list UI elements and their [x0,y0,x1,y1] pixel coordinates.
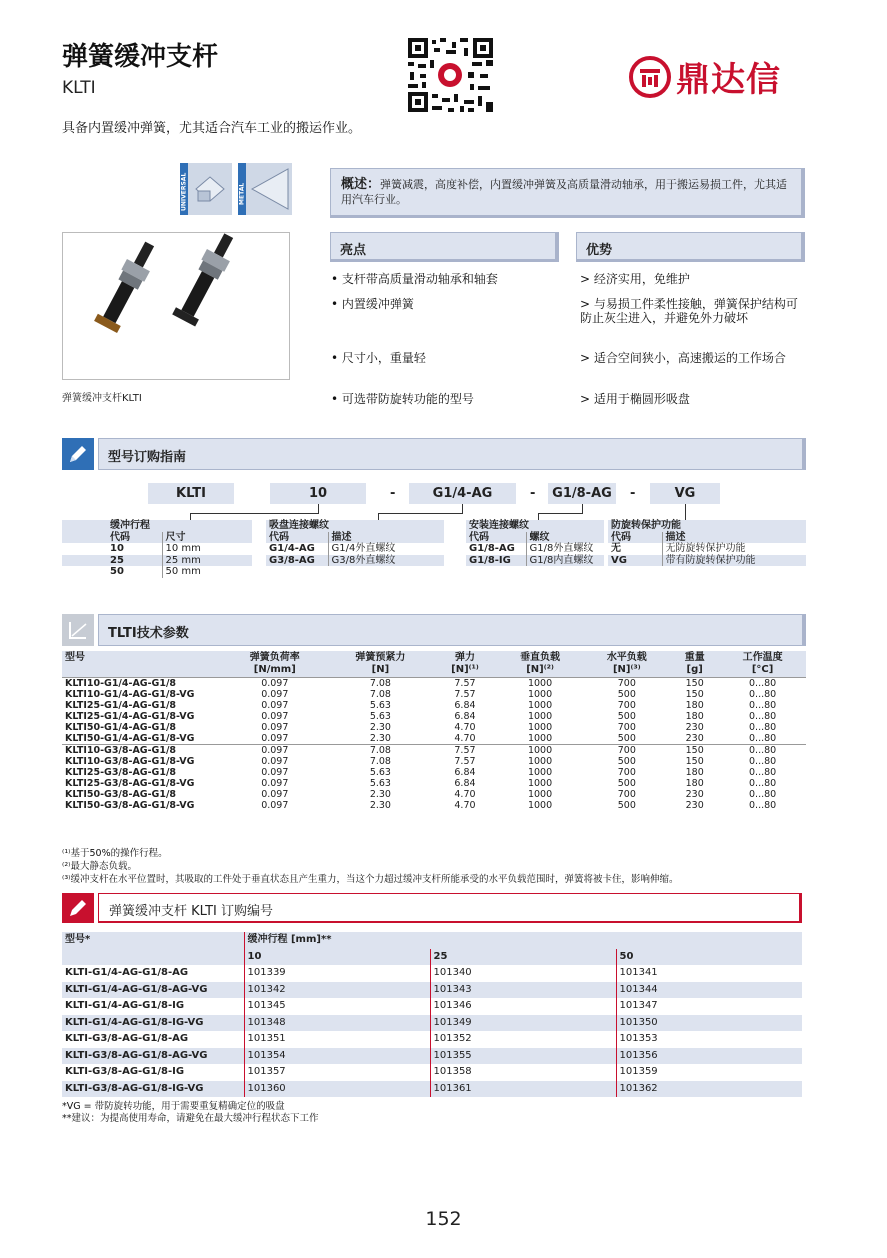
table-cell: 0.097 [261,722,289,733]
table-cell: 150 [670,678,719,690]
footnote: ⁽¹⁾基于50%的操作行程。 [62,848,168,859]
table-row [62,1064,802,1081]
table-cell: 101358 [430,1064,616,1081]
table-cell: 6.84 [454,778,476,789]
table-cell: KLTI25-G1/4-AG-G1/8-VG [65,711,195,722]
table-cell: 1000 [497,745,584,757]
product-photo [62,232,290,380]
table-cell: 101344 [616,982,802,999]
table-cell: 700 [583,745,670,757]
stroke-size: 50 mm [162,566,252,578]
table-cell: 101342 [244,982,430,999]
col-header: 工作温度 [°C] [719,651,806,678]
table-cell: 6.84 [454,700,476,711]
highlight-item: • 支杆带高质量滑动轴承和轴套 [331,272,498,286]
table-cell: 7.57 [454,756,476,767]
col-header: 弹簧预紧力 [N] [328,651,434,678]
page-number: 152 [425,1208,462,1230]
table-cell: 101350 [616,1015,802,1032]
table-cell: 101356 [616,1048,802,1065]
table-cell: 101357 [244,1064,430,1081]
cup-thread-table [266,520,444,566]
table-cell: 2.30 [369,722,391,733]
table-cell: 101355 [430,1048,616,1065]
table-cell: 180 [685,700,704,711]
table-cell: 101346 [430,998,616,1015]
table-row [62,1015,802,1032]
table-cell: KLTI-G3/8-AG-G1/8-AG [65,1033,189,1044]
table-cell: 1000 [527,733,553,744]
antirot-code: 无 [611,543,621,554]
col-header: 垂直负载 [N]⁽²⁾ [497,651,584,678]
table-cell: 5.63 [369,767,391,778]
table-row [62,965,802,982]
brand-mark-icon [628,55,672,99]
table-cell: 500 [617,733,636,744]
stroke-size: 25 mm [162,555,252,567]
table-cell: 180 [685,711,704,722]
table-cell: 101361 [430,1081,616,1098]
table-cell: 230 [685,789,704,800]
metal-label: METAL [238,182,246,205]
table-row [62,733,806,745]
antirot-h2: 描述 [662,532,806,544]
table-cell: 7.57 [433,678,496,690]
table-cell: 101362 [616,1081,802,1098]
spec-icon [62,614,94,646]
table-cell: 0.097 [261,733,289,744]
table-cell: 150 [685,756,704,767]
stroke-code: 25 [62,555,162,567]
brand-logo [628,52,781,101]
table-cell: 101359 [616,1064,802,1081]
table-cell: 7.08 [369,689,391,700]
table-cell: 230 [685,722,704,733]
cup-desc: G1/4外直螺纹 [328,543,444,555]
table-row [62,1048,802,1065]
table-cell: KLTI50-G3/8-AG-G1/8-VG [65,800,195,811]
table-row [62,789,806,800]
table-cell: 4.70 [454,789,476,800]
table-cell: 7.08 [369,756,391,767]
code-segment-antirot: VG [650,483,720,504]
concept-box [330,168,805,218]
advantage-item: > 适用于椭圆形吸盘 [580,392,690,406]
stroke-col: 10 [244,949,430,966]
table-row [62,756,806,767]
code-separator: - [630,486,636,501]
order-number-section [62,893,802,923]
table-cell: 500 [617,689,636,700]
table-cell: 0...80 [749,778,777,789]
table-cell: 7.08 [328,745,434,757]
mount-desc: G1/8外直螺纹 [526,543,604,555]
table-cell: 0...80 [749,733,777,744]
table-cell: 4.70 [454,722,476,733]
table-cell: 101354 [244,1048,430,1065]
table-cell: 101351 [244,1031,430,1048]
table-cell: 0.097 [261,789,289,800]
antirot-code: VG [608,555,662,567]
table-cell: 180 [685,778,704,789]
highlight-item: • 内置缓冲弹簧 [331,297,414,311]
table-cell: 101343 [430,982,616,999]
col-header: 重量 [g] [670,651,719,678]
stroke-h1: 代码 [62,532,162,544]
order-number-title: 弹簧缓冲支杆 KLTI 订购编号 [98,893,802,923]
table-cell: 500 [617,756,636,767]
col-header: 水平负载 [N]⁽³⁾ [583,651,670,678]
antirot-desc: 无防旋转保护功能 [662,543,806,555]
stroke-code: 50 [110,566,124,577]
table-cell: 0...80 [749,700,777,711]
pencil-icon [62,438,94,470]
table-cell: 0...80 [749,689,777,700]
advantage-item: > 与易损工件柔性接触，弹簧保护结构可防止灰尘进入，并避免外力破坏 [580,297,798,325]
table-cell: 500 [617,800,636,811]
stroke-code: 10 [110,543,124,554]
table-cell: KLTI25-G3/8-AG-G1/8-VG [65,778,195,789]
advantage-item: > 经济实用，免维护 [580,272,690,286]
table-cell: 101345 [244,998,430,1015]
table-cell: 700 [617,767,636,778]
table-cell: 1000 [527,800,553,811]
stroke-col: 50 [616,949,802,966]
col-header: 弹簧负荷率 [N/mm] [222,651,328,678]
tech-title: TLTI技术参数 [98,614,806,646]
cup-code: G3/8-AG [266,555,328,567]
stroke-table [62,520,252,578]
table-row [62,722,806,733]
table-cell: 700 [617,722,636,733]
table-cell: 0...80 [749,756,777,767]
table-cell: 0.097 [261,800,289,811]
table-cell: 1000 [527,711,553,722]
table-cell: 101339 [244,965,430,982]
table-cell: 101347 [616,998,802,1015]
table-cell: 2.30 [369,789,391,800]
table-cell: KLTI-G1/4-AG-G1/8-IG-VG [62,1015,244,1032]
stroke-title: 缓冲行程 [62,520,252,532]
antirot-title: 防旋转保护功能 [608,520,806,532]
table-cell: KLTI-G3/8-AG-G1/8-IG-VG [62,1081,244,1098]
table-cell: 1000 [527,700,553,711]
code-separator: - [390,486,396,501]
table-cell: 150 [670,745,719,757]
table-cell: KLTI50-G1/4-AG-G1/8 [65,722,177,733]
stroke-size: 10 mm [162,543,252,555]
mount-h1: 代码 [466,532,526,544]
table-cell: 0...80 [719,678,806,690]
table-cell: 6.84 [454,767,476,778]
highlight-item: • 尺寸小，重量轻 [331,351,426,365]
table-cell: 1000 [527,722,553,733]
table-cell: 101341 [616,965,802,982]
code-segment-model: KLTI [148,483,234,504]
table-cell: 2.30 [369,800,391,811]
table-cell: KLTI10-G1/4-AG-G1/8-VG [65,689,195,700]
table-cell: 0.097 [222,678,328,690]
note: *VG = 带防旋转功能，用于需要重复精确定位的吸盘 [62,1101,285,1112]
table-cell: 150 [685,689,704,700]
table-cell: 5.63 [369,700,391,711]
table-cell: KLTI-G1/4-AG-G1/8-AG [65,967,189,978]
table-cell: 180 [685,767,704,778]
mount-h2: 螺纹 [526,532,604,544]
table-cell: 1000 [527,689,553,700]
mount-code: G1/8-IG [466,555,526,567]
table-cell: 101340 [430,965,616,982]
table-row [62,1031,802,1048]
antirot-table [608,520,806,566]
cup-h1: 代码 [266,532,328,544]
table-cell: 1000 [497,678,584,690]
table-cell: 101349 [430,1015,616,1032]
antirot-h1: 代码 [608,532,662,544]
table-cell: 0...80 [749,722,777,733]
table-row [62,711,806,722]
table-cell: KLTI10-G3/8-AG-G1/8 [62,745,222,757]
table-row [62,745,806,757]
model-name: KLTI [62,78,96,98]
col-stroke-header: 缓冲行程 [mm]** [244,932,802,949]
table-cell: 1000 [527,778,553,789]
table-cell: 0.097 [261,778,289,789]
mount-code: G1/8-AG [469,543,515,554]
table-cell: KLTI10-G3/8-AG-G1/8-VG [65,756,195,767]
table-cell: 0...80 [749,767,777,778]
table-cell: 101348 [244,1015,430,1032]
table-cell: 700 [617,700,636,711]
order-number-table [62,932,802,1097]
mount-title: 安装连接螺纹 [466,520,604,532]
order-notes [62,1101,319,1125]
photo-caption: 弹簧缓冲支杆KLTI [62,393,142,404]
table-cell: 500 [617,778,636,789]
note: **建议：为提高使用寿命，请避免在最大缓冲行程状态下工作 [62,1113,319,1124]
cup-title: 吸盘连接螺纹 [266,520,444,532]
table-cell: 0.097 [261,756,289,767]
table-cell: KLTI25-G3/8-AG-G1/8 [65,767,177,778]
brand-name: 鼎达信 [676,60,781,100]
advantage-item: > 适合空间狭小，高速搬运的工作场合 [580,351,786,365]
table-cell: 0...80 [719,745,806,757]
table-row [62,1081,802,1098]
table-cell: 2.30 [369,733,391,744]
table-cell: 101352 [430,1031,616,1048]
table-cell: KLTI25-G1/4-AG-G1/8 [65,700,177,711]
table-row [62,767,806,778]
table-cell: 0...80 [749,800,777,811]
tech-table [62,651,806,811]
table-row [62,678,806,690]
table-cell: KLTI10-G1/4-AG-G1/8 [62,678,222,690]
page-title: 弹簧缓冲支杆 [62,42,219,72]
table-cell: 101360 [244,1081,430,1098]
table-row [62,982,802,999]
concept-label: 概述： [341,177,381,192]
table-cell: KLTI-G3/8-AG-G1/8-IG [65,1066,185,1077]
table-cell: 0.097 [261,711,289,722]
col-header: 型号 [62,651,222,678]
footnote: ⁽²⁾最大静态负载。 [62,861,137,872]
table-row [62,700,806,711]
category-icons [180,163,292,215]
code-segment-cup-thread: G1/4-AG [409,483,516,504]
universal-label: UNIVERSAL [180,172,188,211]
order-guide-section [62,438,806,470]
col-header: 弹力 [N]⁽¹⁾ [433,651,496,678]
table-cell: 230 [685,800,704,811]
mount-thread-table [466,520,604,566]
table-cell: 0.097 [261,689,289,700]
table-row [62,689,806,700]
stroke-h2: 尺寸 [162,532,252,544]
table-cell: KLTI-G1/4-AG-G1/8-AG-VG [62,982,244,999]
table-cell: 7.57 [454,689,476,700]
code-segment-stroke: 10 [270,483,366,504]
col-model-header: 型号* [62,932,244,949]
cup-h2: 描述 [328,532,444,544]
tech-section [62,614,806,646]
table-cell: 700 [617,789,636,800]
table-cell: 0...80 [749,789,777,800]
table-row [62,778,806,789]
stroke-col: 25 [430,949,616,966]
advantages-header: 优势 [576,232,805,262]
table-cell: 230 [685,733,704,744]
table-cell: 4.70 [454,800,476,811]
footnote: ⁽³⁾缓冲支杆在水平位置时，其吸取的工件处于垂直状态且产生重力，当这个力超过缓冲支杆所能承受的水平负载范围时，弹簧将被卡住，影响伸缩。 [62,874,679,885]
code-segment-mount-thread: G1/8-AG [548,483,616,504]
table-cell: 0.097 [261,700,289,711]
qr-code-icon [408,38,493,112]
table-row [62,998,802,1015]
table-cell: 101353 [616,1031,802,1048]
table-cell: 1000 [527,789,553,800]
mount-desc: G1/8内直螺纹 [526,555,604,567]
table-cell: 5.63 [369,711,391,722]
highlights-header: 亮点 [330,232,559,262]
table-cell: 700 [583,678,670,690]
code-separator: - [530,486,536,501]
cup-code: G1/4-AG [269,543,315,554]
table-cell: 1000 [527,756,553,767]
table-cell: 5.63 [369,778,391,789]
antirot-desc: 带有防旋转保护功能 [662,555,806,567]
table-cell: 4.70 [454,733,476,744]
table-cell: 500 [617,711,636,722]
intro-text: 具备内置缓冲弹簧，尤其适合汽车工业的搬运作业。 [62,121,362,136]
highlight-item: • 可选带防旋转功能的型号 [331,392,474,406]
pencil-icon [62,893,94,923]
table-cell: 0.097 [261,767,289,778]
order-guide-title: 型号订购指南 [98,438,806,470]
concept-text: 弹簧减震，高度补偿，内置缓冲弹簧及高质量滑动轴承，用于搬运易损工件，尤其适用汽车行业。 [341,178,788,206]
table-cell: 7.57 [433,745,496,757]
table-cell: KLTI-G3/8-AG-G1/8-AG-VG [62,1048,244,1065]
table-cell: 0...80 [749,711,777,722]
table-cell: KLTI-G1/4-AG-G1/8-IG [65,1000,185,1011]
table-cell: KLTI50-G1/4-AG-G1/8-VG [65,733,195,744]
table-row [62,800,806,811]
table-cell: KLTI50-G3/8-AG-G1/8 [65,789,177,800]
table-cell: 1000 [527,767,553,778]
cup-desc: G3/8外直螺纹 [328,555,444,567]
table-cell: 6.84 [454,711,476,722]
table-cell: 0.097 [222,745,328,757]
table-cell: 7.08 [328,678,434,690]
